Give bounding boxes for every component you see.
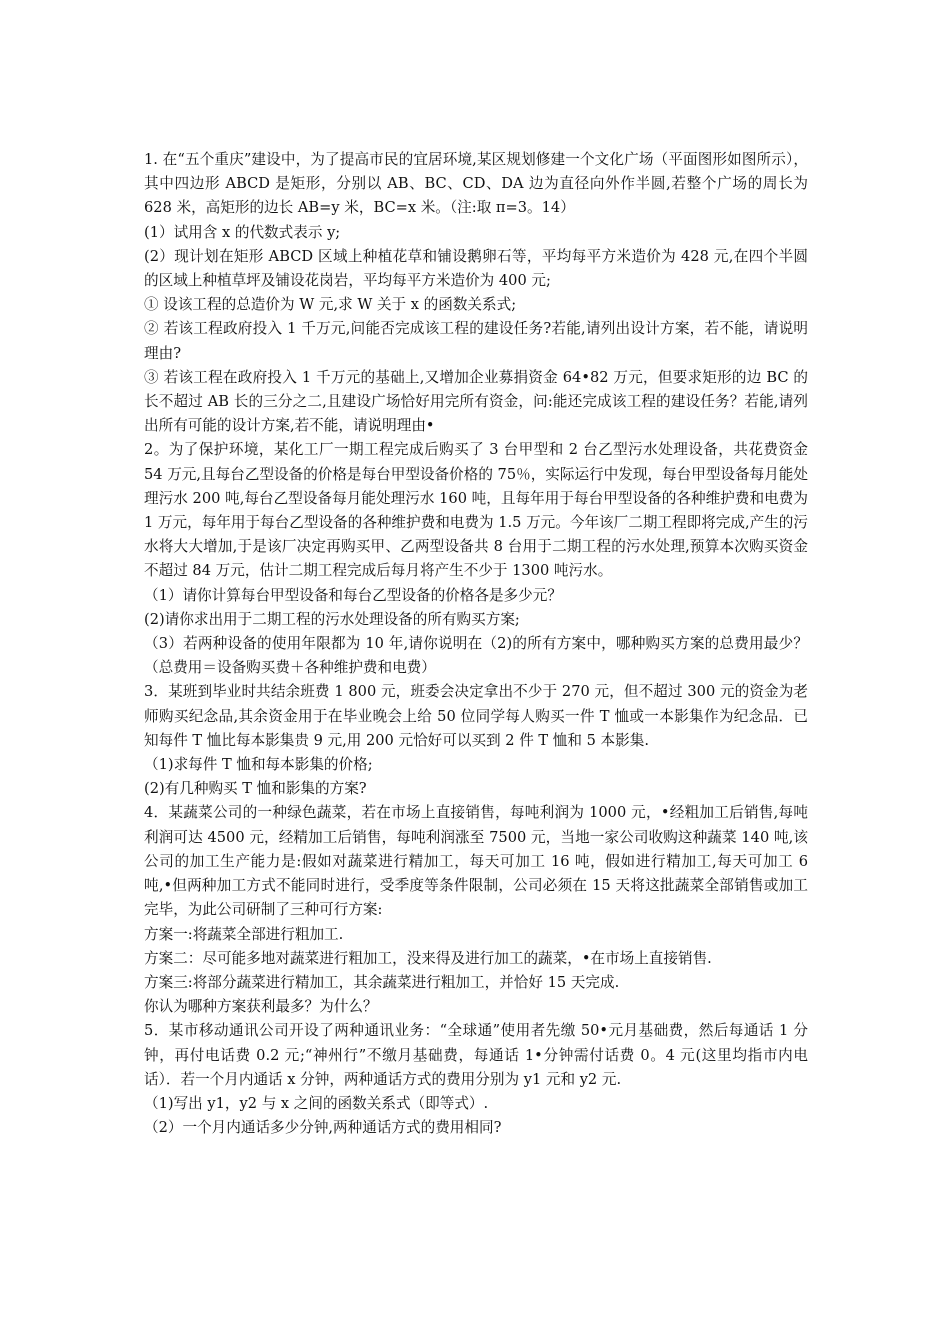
problem-1-part-2-item-3: ③ 若该工程在政府投入 1 千万元的基础上,又增加企业募捐资金 64•82 万元，但要求矩形的边 BC 的长不超过 AB 长的三分之二,且建设广场恰好用完所有资金，问:能还完成该工程的建设任务？若能,请列出所有可能的设计方案,若不能，请说明理由• <box>144 368 808 435</box>
problem-1-part-2-item-2: ② 若该工程政府投入 1 千万元,问能否完成该工程的建设任务?若能,请列出设计方案，若不能，请说明理由? <box>144 320 808 362</box>
problem-5-statement: 5．某市移动通讯公司开设了两种通讯业务：“全球通”使用者先缴 50•元月基础费，然后每通话 1 分钟，再付电话费 0.2 元;“神州行”不缴月基础费，每通话 1•分钟需付话费 0。4 元(这里均指市内电话）．若一个月内通话 x 分钟，两种通话方式的费用分别为 y1 元和 y2 元. <box>144 1022 808 1088</box>
problem-5-part-1: （1)写出 y1，y2 与 x 之间的函数关系式（即等式）. <box>144 1094 489 1112</box>
problem-4-question: 你认为哪种方案获利最多？为什么？ <box>144 998 378 1016</box>
problem-4-plan-2: 方案二：尽可能多地对蔬菜进行粗加工，没来得及进行加工的蔬菜，•在市场上直接销售. <box>144 949 712 967</box>
document-body <box>144 148 808 1140</box>
problem-2-statement: 2。为了保护环境，某化工厂一期工程完成后购买了 3 台甲型和 2 台乙型污水处理设备，共花费资金 54 万元,且每台乙型设备的价格是每台甲型设备价格的 75％，实际运行中发现，每台甲型设备每月能处理污水 200 吨,每台乙型设备每月能处理污水 160 吨，且每年用于每台甲型设备的各种维护费和电费为 1 万元，每年用于每台乙型设备的各种维护费和电费为 1.5 万元。今年该厂二期工程即将完成,产生的污水将大大增加,于是该厂决定再购买甲、乙两型设备共 8 台用于二期工程的污水处理,预算本次购买资金不超过 84 万元，估计二期工程完成后每月将产生不少于 1300 吨污水。 <box>144 441 808 580</box>
problem-1-part-2-item-1: ① 设该工程的总造价为 W 元,求 W 关于 x 的函数关系式; <box>144 296 517 314</box>
problem-4-statement: 4．某蔬菜公司的一种绿色蔬菜，若在市场上直接销售，每吨利润为 1000 元，•经粗加工后销售,每吨利润可达 4500 元，经精加工后销售，每吨利润涨至 7500 元，当地一家公司收购这种蔬菜 140 吨,该公司的加工生产能力是:假如对蔬菜进行精加工，每天可加工 16 吨，假如进行精加工,每天可加工 6 吨,•但两种加工方式不能同时进行，受季度等条件限制，公司必须在 15 天将这批蔬菜全部销售或加工完毕，为此公司研制了三种可行方案: <box>144 804 808 919</box>
problem-1-part-1: (1）试用含 x 的代数式表示 y; <box>144 223 341 241</box>
problem-2-part-3: （3）若两种设备的使用年限都为 10 年,请你说明在（2)的所有方案中，哪种购买方案的总费用最少？（总费用＝设备购买费＋各种维护费和电费） <box>144 635 808 677</box>
problem-3-part-2: (2)有几种购买 T 恤和影集的方案? <box>144 780 367 798</box>
problem-5-part-2: （2）一个月内通话多少分钟,两种通话方式的费用相同? <box>144 1119 502 1137</box>
problem-1-statement: 1. 在“五个重庆”建设中，为了提高市民的宜居环境,某区规划修建一个文化广场（平面图形如图所示），其中四边形 ABCD 是矩形，分别以 AB、BC、CD、DA 边为直径向外作半圆,若整个广场的周长为 628 米，高矩形的边长 AB=y 米，BC=x 米。（注:取 π=3。14） <box>144 151 808 217</box>
problem-3-part-1: （1)求每件 T 恤和每本影集的价格; <box>144 756 373 774</box>
problem-4-plan-1: 方案一:将蔬菜全部进行粗加工. <box>144 925 344 943</box>
problem-2-part-2: (2)请你求出用于二期工程的污水处理设备的所有购买方案; <box>144 610 520 628</box>
problem-1-part-2: (2）现计划在矩形 ABCD 区域上种植花草和铺设鹅卵石等，平均每平方米造价为 428 元,在四个半圆的区域上种植草坪及铺设花岗岩，平均每平方米造价为 400 元; <box>144 247 808 290</box>
problem-2-part-1: （1）请你计算每台甲型设备和每台乙型设备的价格各是多少元？ <box>144 586 562 604</box>
problem-4-plan-3: 方案三:将部分蔬菜进行精加工，其余蔬菜进行粗加工，并恰好 15 天完成. <box>144 973 620 991</box>
problem-3-statement: 3．某班到毕业时共结余班费 1 800 元，班委会决定拿出不少于 270 元，但不超过 300 元的资金为老师购买纪念品,其余资金用于在毕业晚会上给 50 位同学每人购买一件 T 恤或一本影集作为纪念品．已知每件 T 恤比每本影集贵 9 元,用 200 元恰好可以买到 2 件 T 恤和 5 本影集. <box>144 683 808 749</box>
